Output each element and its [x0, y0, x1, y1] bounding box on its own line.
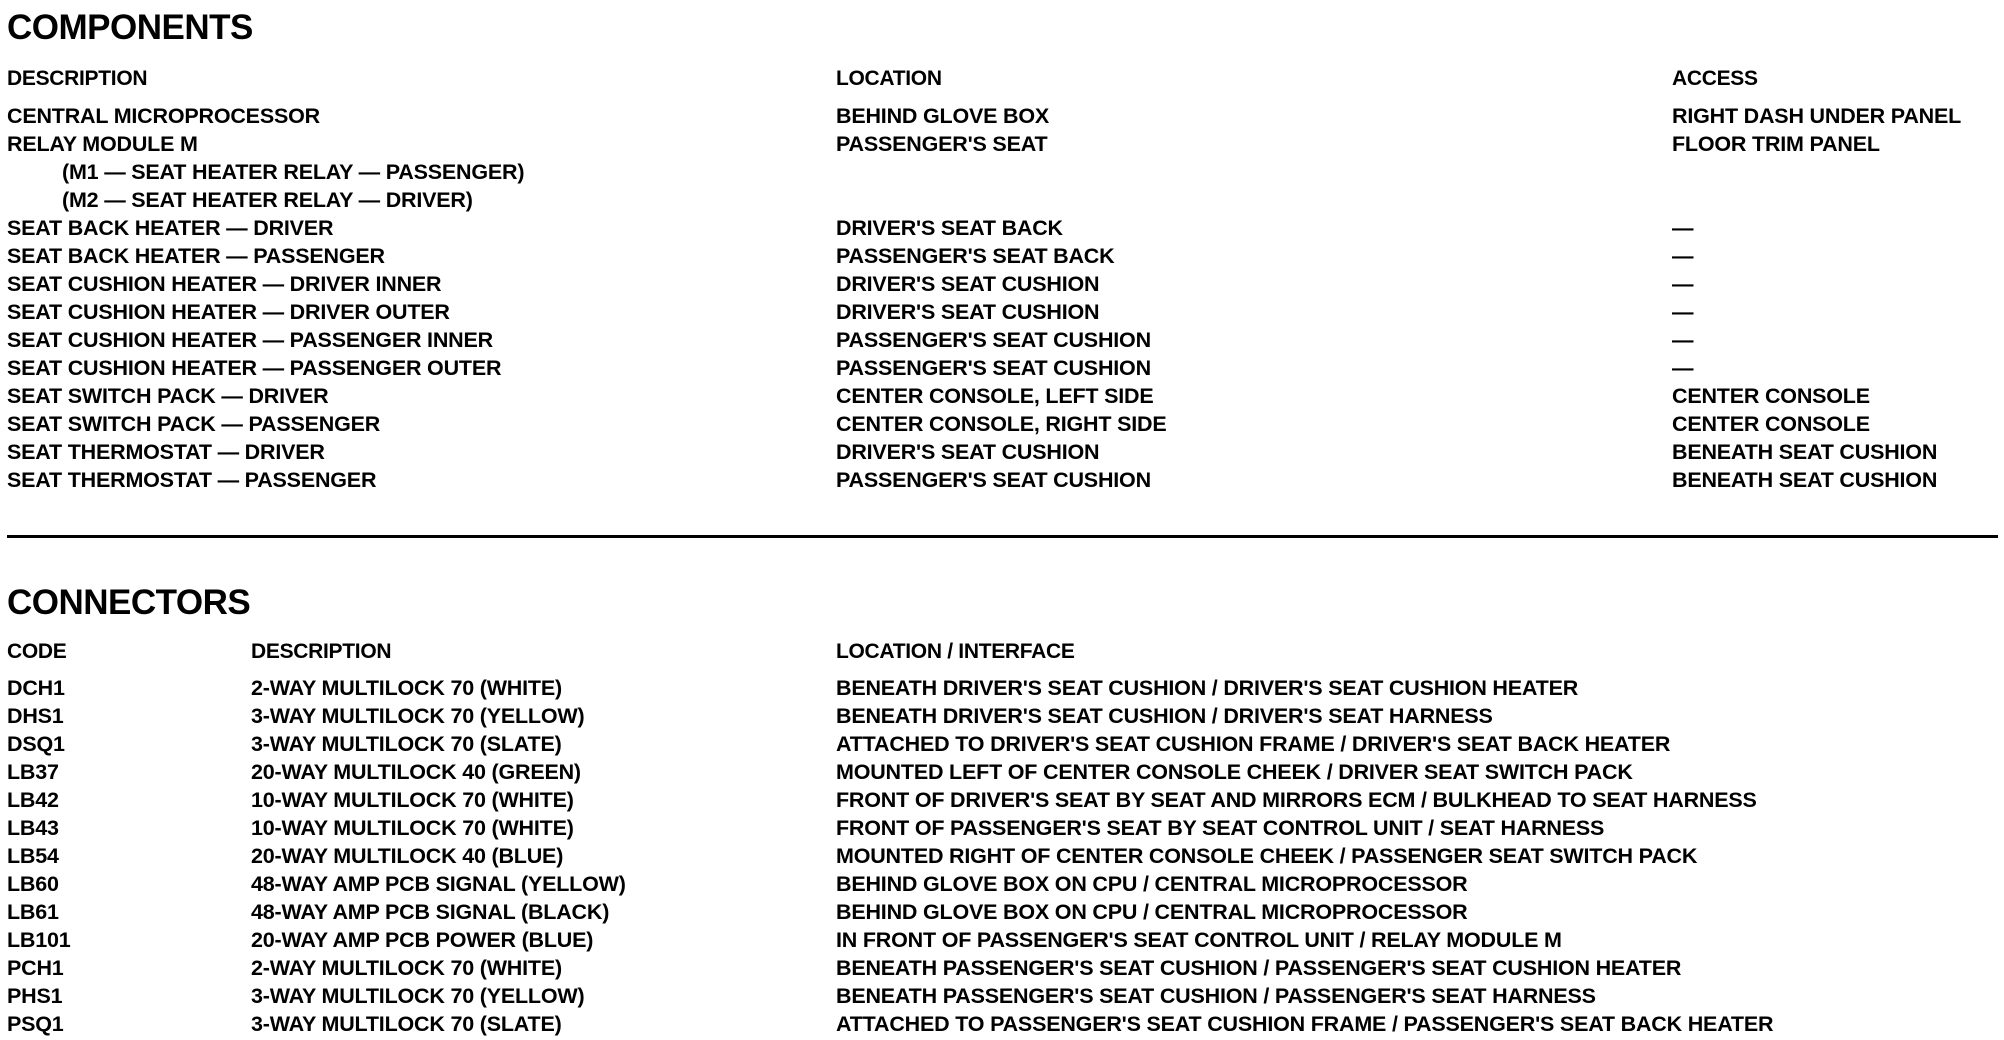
- component-description: SEAT THERMOSTAT — PASSENGER: [7, 468, 377, 492]
- component-row: [0, 354, 2004, 382]
- components-header-description: DESCRIPTION: [7, 67, 148, 90]
- connector-row: [0, 702, 2004, 730]
- component-description: SEAT BACK HEATER — DRIVER: [7, 216, 334, 240]
- component-location: PASSENGER'S SEAT CUSHION: [836, 356, 1151, 380]
- component-row: [0, 242, 2004, 270]
- connector-location: BEHIND GLOVE BOX ON CPU / CENTRAL MICROPROCESSOR: [836, 900, 1468, 924]
- components-table: [0, 102, 2004, 494]
- component-row: [0, 298, 2004, 326]
- component-description: SEAT BACK HEATER — PASSENGER: [7, 244, 385, 268]
- component-row: [0, 326, 2004, 354]
- components-header-access: ACCESS: [1672, 67, 1758, 90]
- component-row: [0, 466, 2004, 494]
- component-access: —: [1672, 244, 1694, 268]
- connector-location: BENEATH DRIVER'S SEAT CUSHION / DRIVER'S SEAT CUSHION HEATER: [836, 676, 1579, 700]
- connector-description: 20-WAY MULTILOCK 40 (GREEN): [251, 760, 581, 784]
- component-row: [0, 158, 2004, 186]
- connector-row: [0, 870, 2004, 898]
- connector-description: 48-WAY AMP PCB SIGNAL (YELLOW): [251, 872, 626, 896]
- connector-description: 3-WAY MULTILOCK 70 (YELLOW): [251, 704, 585, 728]
- component-access: —: [1672, 272, 1694, 296]
- component-description: SEAT CUSHION HEATER — DRIVER INNER: [7, 272, 442, 296]
- component-location: DRIVER'S SEAT BACK: [836, 216, 1063, 240]
- connector-location: MOUNTED RIGHT OF CENTER CONSOLE CHEEK / PASSENGER SEAT SWITCH PACK: [836, 844, 1698, 868]
- component-location: BEHIND GLOVE BOX: [836, 104, 1050, 128]
- component-row: [0, 130, 2004, 158]
- connector-code: LB43: [7, 816, 59, 840]
- connector-row: [0, 842, 2004, 870]
- connectors-header-location: LOCATION / INTERFACE: [836, 640, 1075, 663]
- component-access: BENEATH SEAT CUSHION: [1672, 468, 1938, 492]
- connector-row: [0, 1010, 2004, 1038]
- component-description: RELAY MODULE M: [7, 132, 198, 156]
- connector-location: FRONT OF DRIVER'S SEAT BY SEAT AND MIRRORS ECM / BULKHEAD TO SEAT HARNESS: [836, 788, 1757, 812]
- connector-description: 10-WAY MULTILOCK 70 (WHITE): [251, 816, 574, 840]
- connector-description: 3-WAY MULTILOCK 70 (SLATE): [251, 1012, 562, 1036]
- section-divider: [7, 535, 1998, 538]
- connector-row: [0, 898, 2004, 926]
- component-access: —: [1672, 300, 1694, 324]
- connector-row: [0, 814, 2004, 842]
- connector-row: [0, 758, 2004, 786]
- connector-location: BEHIND GLOVE BOX ON CPU / CENTRAL MICROPROCESSOR: [836, 872, 1468, 896]
- connector-description: 3-WAY MULTILOCK 70 (SLATE): [251, 732, 562, 756]
- connector-code: LB54: [7, 844, 59, 868]
- connector-row: [0, 786, 2004, 814]
- connector-description: 10-WAY MULTILOCK 70 (WHITE): [251, 788, 574, 812]
- connector-description: 3-WAY MULTILOCK 70 (YELLOW): [251, 984, 585, 1008]
- component-row: [0, 270, 2004, 298]
- connector-code: DSQ1: [7, 732, 65, 756]
- component-location: PASSENGER'S SEAT CUSHION: [836, 468, 1151, 492]
- connector-description: 48-WAY AMP PCB SIGNAL (BLACK): [251, 900, 610, 924]
- component-description: CENTRAL MICROPROCESSOR: [7, 104, 320, 128]
- connectors-table: [0, 674, 2004, 1038]
- connector-code: PSQ1: [7, 1012, 64, 1036]
- connector-description: 20-WAY AMP PCB POWER (BLUE): [251, 928, 594, 952]
- component-row: [0, 438, 2004, 466]
- component-row: [0, 102, 2004, 130]
- connector-location: BENEATH PASSENGER'S SEAT CUSHION / PASSENGER'S SEAT HARNESS: [836, 984, 1596, 1008]
- component-row: [0, 410, 2004, 438]
- component-location: DRIVER'S SEAT CUSHION: [836, 440, 1100, 464]
- connector-code: LB60: [7, 872, 59, 896]
- components-header-location: LOCATION: [836, 67, 942, 90]
- connector-row: [0, 926, 2004, 954]
- connector-location: BENEATH DRIVER'S SEAT CUSHION / DRIVER'S SEAT HARNESS: [836, 704, 1493, 728]
- component-access: FLOOR TRIM PANEL: [1672, 132, 1880, 156]
- connector-code: LB37: [7, 760, 59, 784]
- component-access: BENEATH SEAT CUSHION: [1672, 440, 1938, 464]
- component-description: (M2 — SEAT HEATER RELAY — DRIVER): [62, 188, 473, 212]
- component-location: CENTER CONSOLE, LEFT SIDE: [836, 384, 1154, 408]
- component-access: CENTER CONSOLE: [1672, 384, 1870, 408]
- components-title: COMPONENTS: [7, 8, 253, 47]
- component-row: [0, 382, 2004, 410]
- connector-row: [0, 730, 2004, 758]
- connector-code: LB61: [7, 900, 59, 924]
- component-description: SEAT CUSHION HEATER — DRIVER OUTER: [7, 300, 450, 324]
- connector-row: [0, 982, 2004, 1010]
- connector-code: PHS1: [7, 984, 63, 1008]
- component-access: —: [1672, 328, 1694, 352]
- connector-location: IN FRONT OF PASSENGER'S SEAT CONTROL UNIT / RELAY MODULE M: [836, 928, 1562, 952]
- connector-location: ATTACHED TO DRIVER'S SEAT CUSHION FRAME / DRIVER'S SEAT BACK HEATER: [836, 732, 1671, 756]
- connector-code: DHS1: [7, 704, 64, 728]
- connector-location: FRONT OF PASSENGER'S SEAT BY SEAT CONTROL UNIT / SEAT HARNESS: [836, 816, 1605, 840]
- component-description: SEAT SWITCH PACK — PASSENGER: [7, 412, 381, 436]
- connector-description: 2-WAY MULTILOCK 70 (WHITE): [251, 956, 562, 980]
- component-location: PASSENGER'S SEAT CUSHION: [836, 328, 1151, 352]
- component-description: SEAT CUSHION HEATER — PASSENGER OUTER: [7, 356, 502, 380]
- connectors-title: CONNECTORS: [7, 583, 251, 622]
- connector-code: PCH1: [7, 956, 64, 980]
- component-location: DRIVER'S SEAT CUSHION: [836, 300, 1100, 324]
- component-access: —: [1672, 356, 1694, 380]
- connector-code: LB101: [7, 928, 71, 952]
- connector-row: [0, 674, 2004, 702]
- connectors-header-description: DESCRIPTION: [251, 640, 392, 663]
- component-description: SEAT SWITCH PACK — DRIVER: [7, 384, 329, 408]
- component-description: SEAT THERMOSTAT — DRIVER: [7, 440, 325, 464]
- component-access: —: [1672, 216, 1694, 240]
- component-location: DRIVER'S SEAT CUSHION: [836, 272, 1100, 296]
- connector-code: LB42: [7, 788, 59, 812]
- component-location: PASSENGER'S SEAT BACK: [836, 244, 1115, 268]
- component-row: [0, 214, 2004, 242]
- connectors-header-code: CODE: [7, 640, 67, 663]
- connector-location: ATTACHED TO PASSENGER'S SEAT CUSHION FRAME / PASSENGER'S SEAT BACK HEATER: [836, 1012, 1774, 1036]
- connector-description: 2-WAY MULTILOCK 70 (WHITE): [251, 676, 562, 700]
- component-location: PASSENGER'S SEAT: [836, 132, 1048, 156]
- component-description: (M1 — SEAT HEATER RELAY — PASSENGER): [62, 160, 525, 184]
- component-description: SEAT CUSHION HEATER — PASSENGER INNER: [7, 328, 493, 352]
- component-access: CENTER CONSOLE: [1672, 412, 1870, 436]
- component-row: [0, 186, 2004, 214]
- component-location: CENTER CONSOLE, RIGHT SIDE: [836, 412, 1167, 436]
- connector-row: [0, 954, 2004, 982]
- connector-code: DCH1: [7, 676, 65, 700]
- connector-location: BENEATH PASSENGER'S SEAT CUSHION / PASSENGER'S SEAT CUSHION HEATER: [836, 956, 1682, 980]
- connector-location: MOUNTED LEFT OF CENTER CONSOLE CHEEK / DRIVER SEAT SWITCH PACK: [836, 760, 1633, 784]
- connector-description: 20-WAY MULTILOCK 40 (BLUE): [251, 844, 564, 868]
- component-access: RIGHT DASH UNDER PANEL: [1672, 104, 1962, 128]
